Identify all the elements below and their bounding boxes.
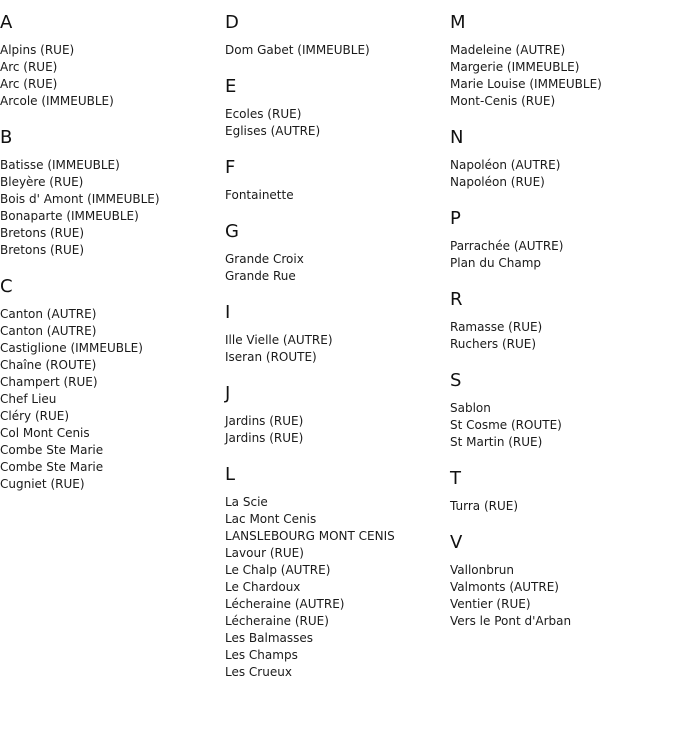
street-list-item: Ille Vielle (AUTRE) [225,333,333,347]
street-list-item: Le Chardoux [225,580,301,594]
street-list-item: Alpins (RUE) [0,43,75,57]
street-list-item: Col Mont Cenis [0,426,90,440]
street-list [225,251,445,285]
street-list-item: Napoléon (AUTRE) [450,158,561,172]
street-list-item: Sablon [450,401,491,415]
street-list-item: Combe Ste Marie [0,443,104,457]
section-letter-heading: M [450,12,466,33]
street-list [0,157,220,259]
street-list-item: Plan du Champ [450,256,542,270]
street-list-item: Parrachée (AUTRE) [450,239,564,253]
street-list [0,42,220,110]
letter-section [450,532,670,630]
letter-section [225,221,445,285]
section-letter-heading: T [450,468,461,489]
letter-section [450,289,670,353]
section-letter-heading: V [450,532,463,553]
letter-section [450,12,670,110]
street-list [225,187,445,204]
street-list-item: Ramasse (RUE) [450,320,543,334]
letter-section [450,468,670,515]
street-list-item: Bretons (RUE) [0,243,85,257]
index-column [450,12,670,647]
street-list-item: Lac Mont Cenis [225,512,317,526]
street-list-item: LANSLEBOURG MONT CENIS [225,529,395,543]
street-list [225,413,445,447]
index-column [0,12,220,510]
letter-section [0,127,220,259]
street-list-item: Marie Louise (IMMEUBLE) [450,77,602,91]
index-column [225,12,445,698]
letter-section [225,464,445,681]
street-list-item: Chaîne (ROUTE) [0,358,97,372]
street-list-item: Margerie (IMMEUBLE) [450,60,580,74]
section-letter-heading: P [450,208,461,229]
street-list [225,494,445,681]
street-list-item: Napoléon (RUE) [450,175,545,189]
section-letter-heading: J [225,383,231,404]
street-list-item: Cléry (RUE) [0,409,70,423]
street-list-item: Grande Croix [225,252,304,266]
street-list [0,306,220,493]
letter-section [225,12,445,59]
street-list-item: Ecoles (RUE) [225,107,302,121]
street-list-item: Les Balmasses [225,631,314,645]
section-letter-heading: L [225,464,236,485]
street-list-item: Ruchers (RUE) [450,337,537,351]
street-list [450,42,670,110]
street-list [450,238,670,272]
street-list-item: Lécheraine (RUE) [225,614,329,628]
letter-section [450,208,670,272]
street-list [225,42,445,59]
letter-section [0,276,220,493]
street-list-item: Lavour (RUE) [225,546,304,560]
section-letter-heading: G [225,221,239,242]
street-list-item: Combe Ste Marie [0,460,104,474]
street-list-item: Les Crueux [225,665,292,679]
section-letter-heading: S [450,370,462,391]
section-letter-heading: F [225,157,236,178]
street-list-item: Valmonts (AUTRE) [450,580,559,594]
street-list-item: Bretons (RUE) [0,226,85,240]
letter-section [225,76,445,140]
street-list-item: Bois d' Amont (IMMEUBLE) [0,192,160,206]
street-list-item: Cugniet (RUE) [0,477,85,491]
street-list-item: Arc (RUE) [0,60,58,74]
street-list-item: Champert (RUE) [0,375,98,389]
street-list [450,498,670,515]
street-list-item: Bonaparte (IMMEUBLE) [0,209,139,223]
street-list-item: Dom Gabet (IMMEUBLE) [225,43,370,57]
street-list-item: Castiglione (IMMEUBLE) [0,341,143,355]
section-letter-heading: R [450,289,463,310]
street-list-item: La Scie [225,495,268,509]
street-list-item: Fontainette [225,188,294,202]
letter-section [225,383,445,447]
street-list-item: St Martin (RUE) [450,435,543,449]
section-letter-heading: N [450,127,464,148]
street-list-item: Canton (AUTRE) [0,324,97,338]
letter-section [450,370,670,451]
letter-section [225,157,445,204]
street-list-item: Arc (RUE) [0,77,58,91]
street-list-item: Vers le Pont d'Arban [450,614,572,628]
street-list-item: Jardins (RUE) [225,414,304,428]
street-list-item: Batisse (IMMEUBLE) [0,158,120,172]
street-list [225,106,445,140]
street-list [450,400,670,451]
street-list [450,562,670,630]
section-letter-heading: B [0,127,13,148]
street-list-item: Les Champs [225,648,298,662]
street-list-item: Grande Rue [225,269,296,283]
street-list [450,319,670,353]
street-list-item: Turra (RUE) [450,499,519,513]
section-letter-heading: I [225,302,231,323]
street-list-item: Vallonbrun [450,563,515,577]
section-letter-heading: D [225,12,239,33]
street-list [450,157,670,191]
letter-section [0,12,220,110]
letter-section [450,127,670,191]
street-list-item: Jardins (RUE) [225,431,304,445]
section-letter-heading: C [0,276,13,297]
street-list-item: Mont-Cenis (RUE) [450,94,556,108]
street-list-item: Madeleine (AUTRE) [450,43,566,57]
letter-section [225,302,445,366]
street-list-item: Le Chalp (AUTRE) [225,563,331,577]
street-list-item: Canton (AUTRE) [0,307,97,321]
street-list [225,332,445,366]
street-list-item: Eglises (AUTRE) [225,124,321,138]
street-list-item: St Cosme (ROUTE) [450,418,562,432]
street-list-item: Arcole (IMMEUBLE) [0,94,114,108]
street-list-item: Ventier (RUE) [450,597,531,611]
street-list-item: Bleyère (RUE) [0,175,84,189]
street-list-item: Lécheraine (AUTRE) [225,597,345,611]
section-letter-heading: E [225,76,237,97]
section-letter-heading: A [0,12,13,33]
street-list-item: Iseran (ROUTE) [225,350,317,364]
street-list-item: Chef Lieu [0,392,57,406]
